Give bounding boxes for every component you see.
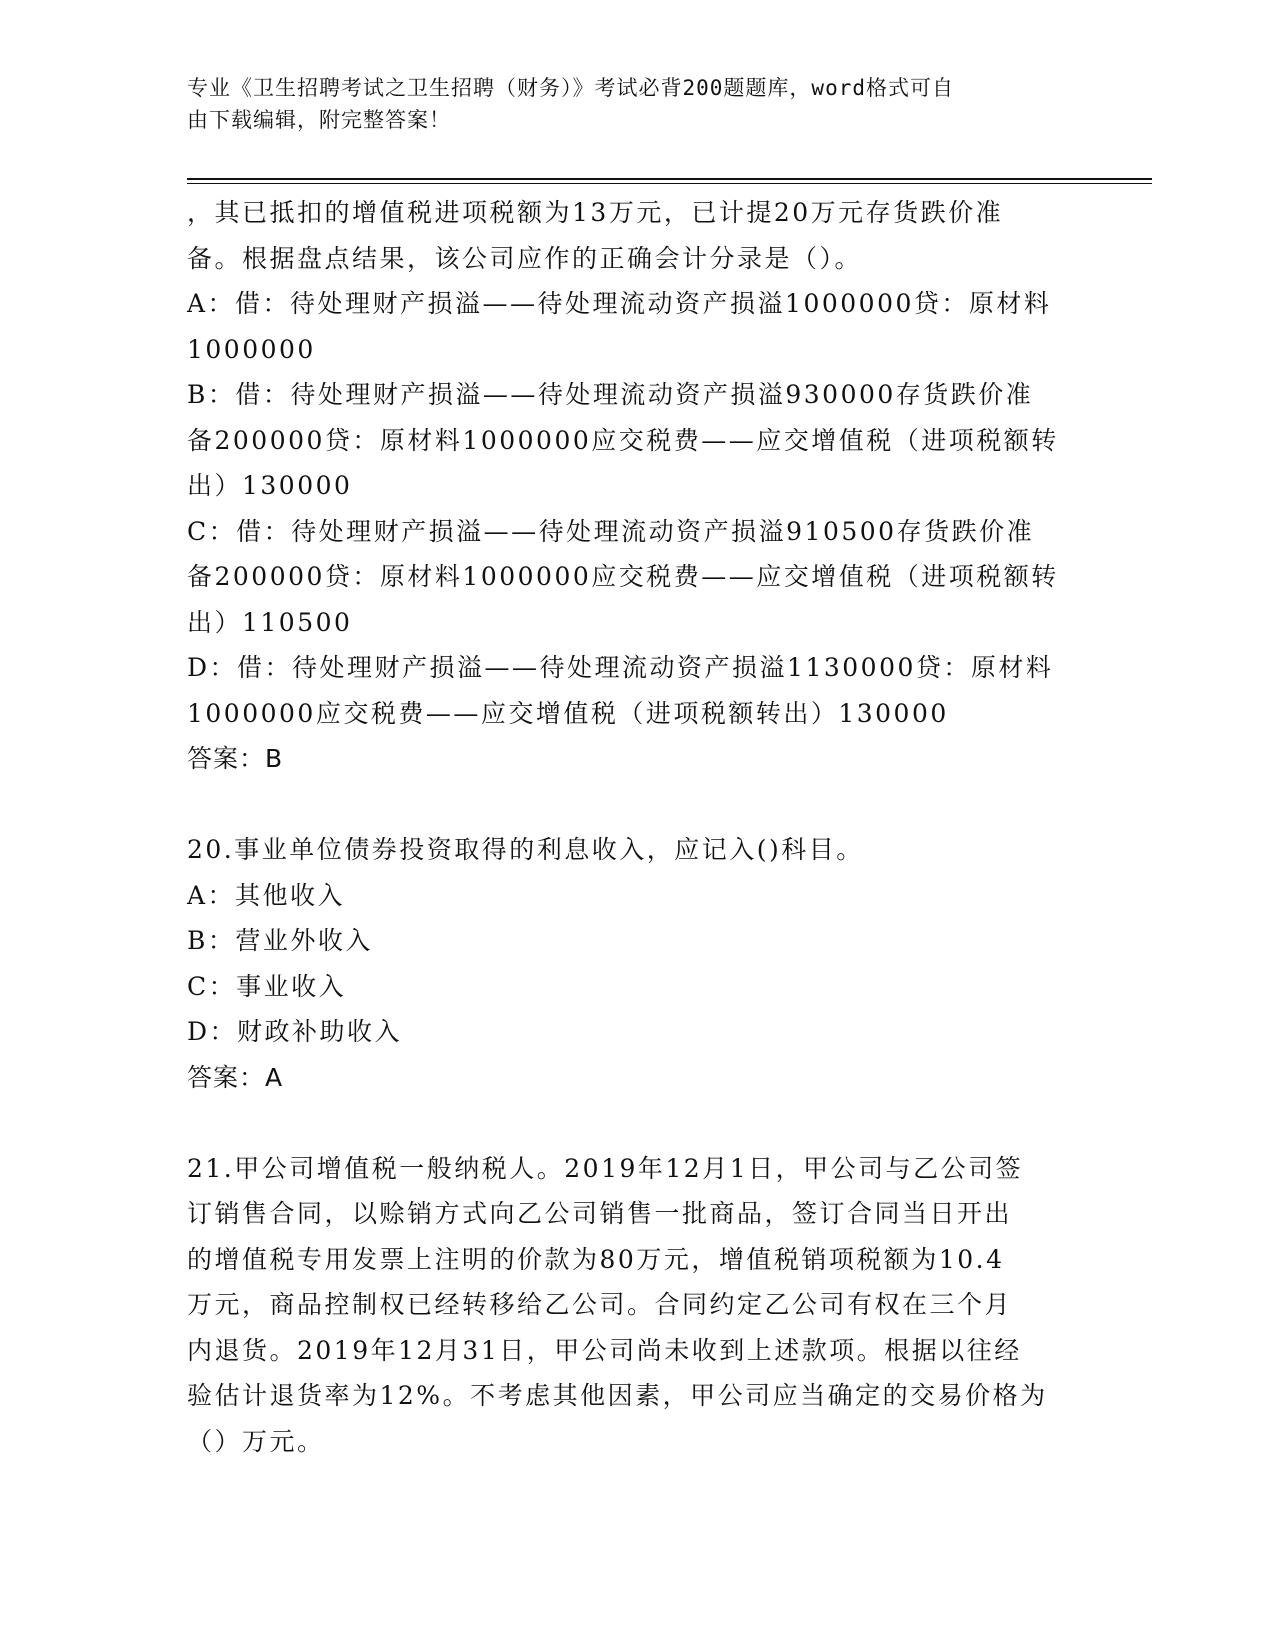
question-20 xyxy=(187,827,1087,1100)
q19-option-b: B：借：待处理财产损溢——待处理流动资产损溢930000存货跌价准 xyxy=(187,380,1034,409)
header-divider-thin xyxy=(187,183,1152,184)
q20-option-d: D：财政补助收入 xyxy=(187,1017,403,1046)
spacer xyxy=(187,782,1087,828)
header-line-2: 由下载编辑，附完整答案！ xyxy=(187,108,451,132)
q20-option-a: A：其他收入 xyxy=(187,880,346,910)
q19-option-b: 出）130000 xyxy=(187,471,353,500)
q19-option-a: 1000000 xyxy=(187,334,316,364)
q19-option-c: 备200000贷：原材料1000000应交税费——应交增值税（进项税额转 xyxy=(187,562,1059,591)
q20-stem: 20.事业单位债券投资取得的利息收入，应记入()科目。 xyxy=(187,835,864,864)
q19-option-b: 备200000贷：原材料1000000应交税费——应交增值税（进项税额转 xyxy=(187,425,1059,455)
q19-option-a: A：借：待处理财产损溢——待处理流动资产损溢1000000贷：原材料 xyxy=(187,289,1052,318)
q19-option-c: C：借：待处理财产损溢——待处理流动资产损溢910500存货跌价准 xyxy=(187,516,1035,546)
q21-stem-line: 订销售合同，以赊销方式向乙公司销售一批商品，签订合同当日开出 xyxy=(187,1199,1013,1228)
q21-stem-line: 21.甲公司增值税一般纳税人。2019年12月1日，甲公司与乙公司签 xyxy=(187,1153,1024,1183)
q19-option-c: 出）110500 xyxy=(187,607,353,637)
q21-stem-line: 万元，商品控制权已经转移给乙公司。合同约定乙公司有权在三个月 xyxy=(187,1290,1013,1319)
q21-stem-line: （）万元。 xyxy=(187,1426,325,1456)
q19-stem-line: 备。根据盘点结果，该公司应作的正确会计分录是（）。 xyxy=(187,243,863,273)
question-21 xyxy=(187,1146,1087,1465)
q19-stem-line: ，其已抵扣的增值税进项税额为13万元，已计提20万元存货跌价准 xyxy=(187,198,1004,227)
q19-option-d: D：借：待处理财产损溢——待处理流动资产损溢1130000贷：原材料 xyxy=(187,653,1054,682)
question-19 xyxy=(187,190,1087,782)
q20-answer: 答案：A xyxy=(187,1062,284,1092)
header-divider-thick xyxy=(187,178,1152,180)
spacer xyxy=(187,1100,1087,1146)
q21-stem-line: 的增值税专用发票上注明的价款为80万元，增值税销项税额为10.4 xyxy=(187,1244,1005,1274)
q21-stem-line: 内退货。2019年12月31日，甲公司尚未收到上述款项。根据以往经 xyxy=(187,1335,1022,1365)
document-header xyxy=(187,72,1067,136)
q19-option-d: 1000000应交税费——应交增值税（进项税额转出）130000 xyxy=(187,698,949,728)
q21-stem-line: 验估计退货率为12%。不考虑其他因素，甲公司应当确定的交易价格为 xyxy=(187,1381,1048,1410)
header-line-1: 专业《卫生招聘考试之卫生招聘（财务）》考试必背200题题库，word格式可自 xyxy=(187,76,954,100)
q20-option-c: C：事业收入 xyxy=(187,971,347,1001)
q19-answer: 答案：B xyxy=(187,744,284,773)
document-body xyxy=(187,190,1087,1464)
q20-option-b: B：营业外收入 xyxy=(187,926,373,955)
